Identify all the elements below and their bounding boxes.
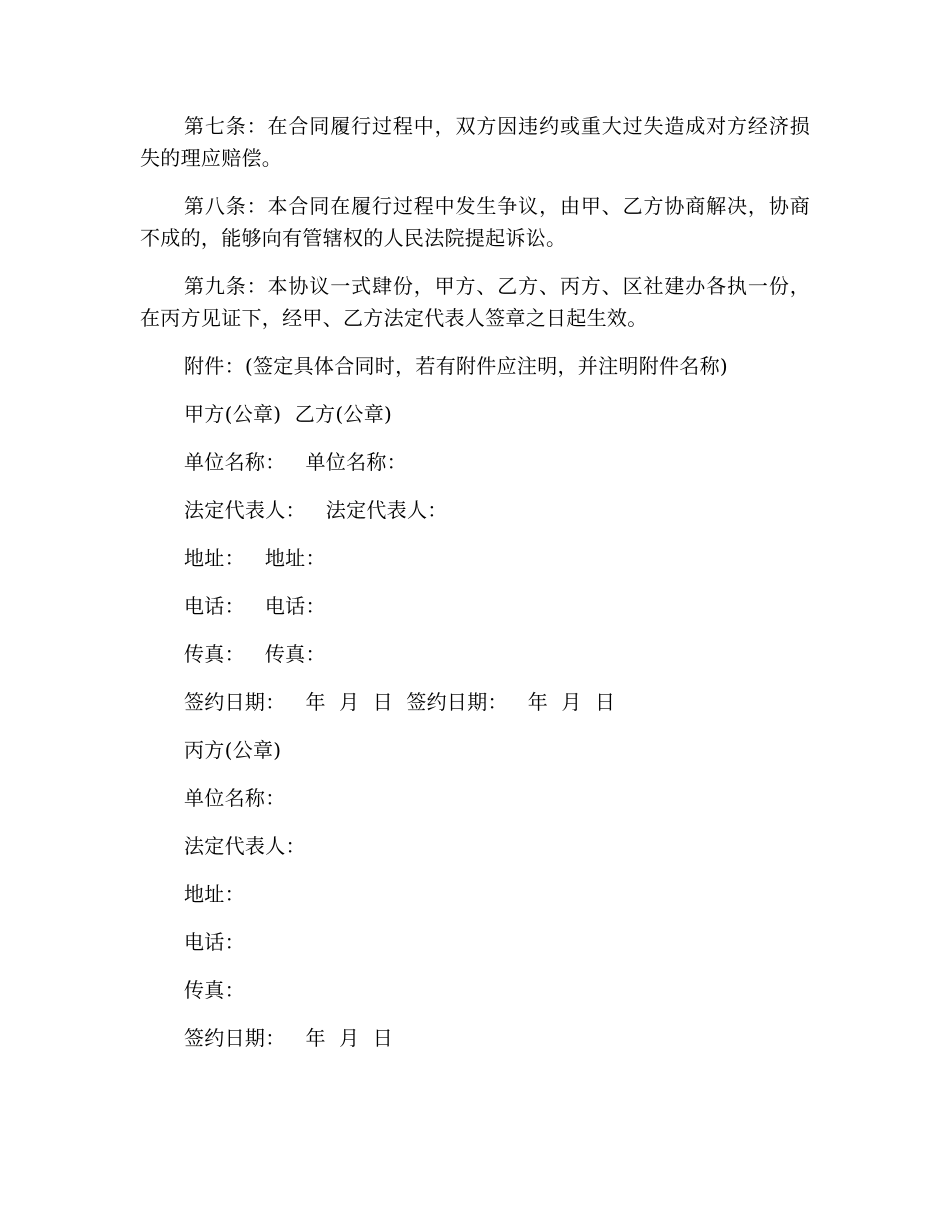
- party-ab-phone: 电话： 电话：: [184, 594, 326, 618]
- party-c-unit-name: 单位名称：: [184, 786, 286, 810]
- article-nine: 第九条：本协议一式肆份，甲方、乙方、丙方、区社建办各执一份，在丙方见证下，经甲、乙方法定代表人签章之日起生效。: [140, 274, 810, 330]
- party-ab-heading: 甲方(公章) 乙方(公章): [184, 402, 393, 426]
- document-body: [140, 110, 810, 1070]
- article-eight: 第八条：本合同在履行过程中发生争议，由甲、乙方协商解决，协商不成的，能够向有管辖权的人民法院提起诉讼。: [140, 194, 810, 250]
- party-ab-legal-rep: 法定代表人： 法定代表人：: [184, 498, 448, 522]
- party-ab-fax: 传真： 传真：: [184, 642, 326, 666]
- party-c-address: 地址：: [184, 882, 245, 906]
- party-c-fax: 传真：: [184, 978, 245, 1002]
- party-ab-sign-date: 签约日期： 年 月 日 签约日期： 年 月 日: [184, 690, 616, 714]
- article-seven: 第七条：在合同履行过程中，双方因违约或重大过失造成对方经济损失的理应赔偿。: [140, 114, 810, 170]
- party-ab-address: 地址： 地址：: [184, 546, 326, 570]
- party-c-heading: 丙方(公章): [184, 738, 282, 762]
- party-c-phone: 电话：: [184, 930, 245, 954]
- party-ab-unit-name: 单位名称： 单位名称：: [184, 450, 407, 474]
- party-c-legal-rep: 法定代表人：: [184, 834, 306, 858]
- party-c-sign-date: 签约日期： 年 月 日: [184, 1026, 394, 1050]
- attachment-note: 附件：(签定具体合同时，若有附件应注明，并注明附件名称): [184, 354, 729, 378]
